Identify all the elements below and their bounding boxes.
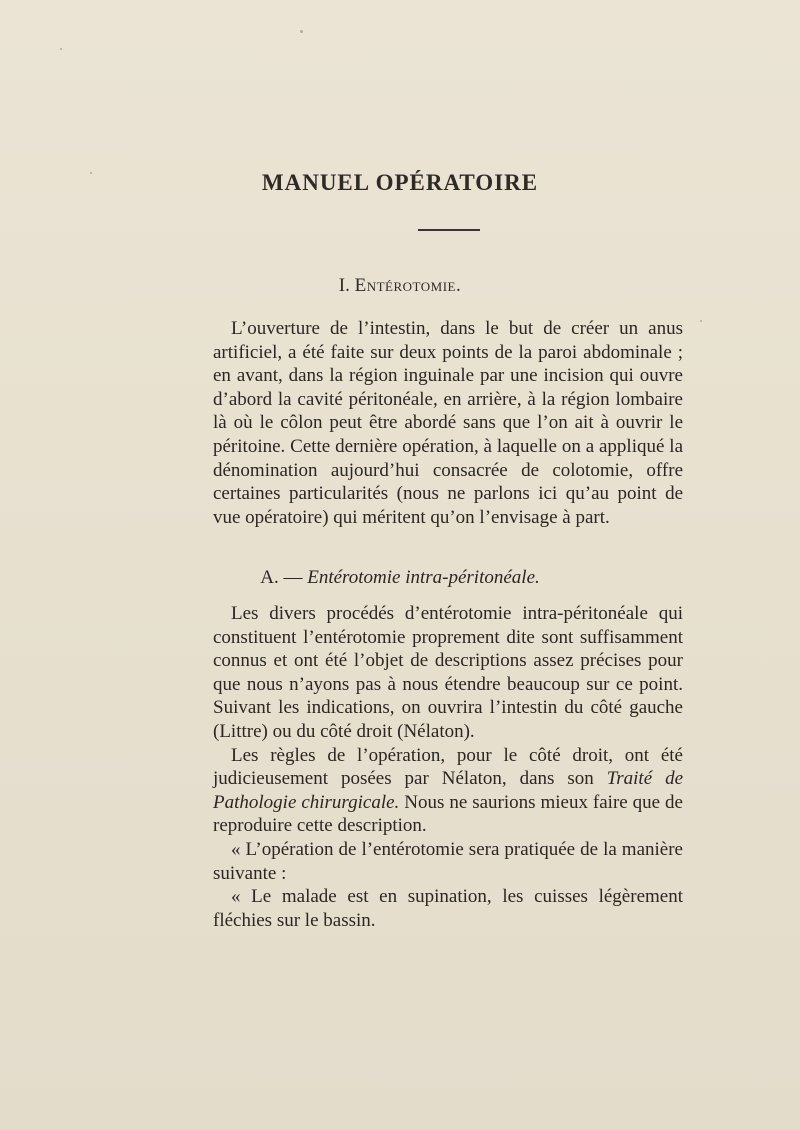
paper-speck [700,320,702,322]
subsection-label: Entérotomie intra-péritonéale. [307,567,540,588]
book-title: Traité de Pathologie chirurgicale. [213,768,683,813]
section-label: Entérotomie. [354,275,462,296]
text-block-1 [213,317,683,529]
paragraph-quote-patient: « Le malade est en supination, les cuisses légèrement fléchies sur le bassin. [213,886,683,931]
subsection-heading [0,567,800,589]
paragraph-rules-after: Nous ne saurions mieux faire que de reproduire cette description. [213,791,683,837]
paragraph-rules [213,744,683,838]
section-numeral: I. [338,275,350,296]
paper-speck [300,30,303,33]
paragraph-rules-before: Les règles de l’opération, pour le côté droit, ont été judicieusement posées par Nélaton, dans son [213,744,683,790]
text-block-2 [213,602,683,932]
paragraph-introduction: L’ouverture de l’intestin, dans le but de créer un anus artificiel, a été faite sur deux points de la paroi abdominale ; en avant, dans la région inguinale par une incision qui ouvre d’abord la cavité péritonéale, en arrière, à la région lombaire là où le côlon peut être abordé sans que l’on ait à ouvrir le péritoine. Cette dernière opération, à laquelle on a appliqué la dénomination aujourd’hui consacrée de colotomie, offre certaines particularités (nous ne parlons ici qu’au point de vue opératoire) qui méritent qu’on l’envisage à part. [213,318,683,528]
subsection-letter: A. — [260,567,303,588]
paragraph-quote-start: « L’opération de l’entérotomie sera pratiquée de la manière suivante : [213,838,683,884]
page-title: MANUEL OPÉRATOIRE [261,170,539,195]
section-heading [0,275,800,297]
title-divider [418,229,480,231]
paper-speck [60,48,62,50]
paragraph-procedures: Les divers procédés d’entérotomie intra-péritonéale qui constituent l’entérotomie proprement dite sont suffisamment connus et ont été l’objet de descriptions assez précises pour que nous n’ayons pas à nous étendre beaucoup sur ce point. Suivant les indications, on ouvrira l’intestin du côté gauche (Littre) ou du côté droit (Nélaton). [213,603,683,742]
